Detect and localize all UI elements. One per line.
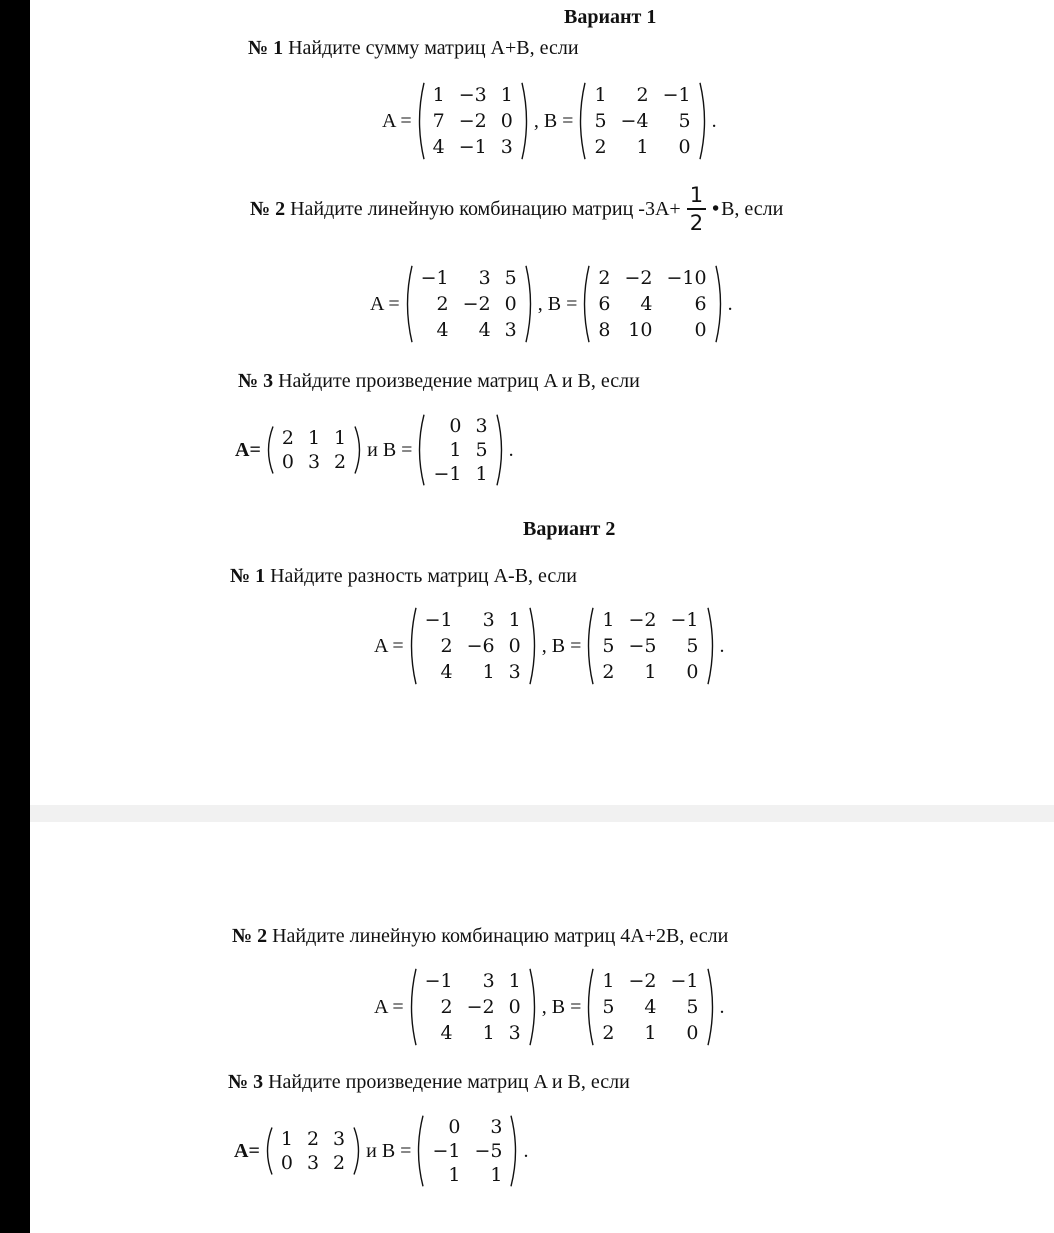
v2-task2-matrix-a <box>406 968 540 1046</box>
v2-task1-matrix-b <box>583 607 717 685</box>
right-paren <box>714 265 726 343</box>
matrix-cell: 1 <box>482 661 495 683</box>
end-period: . <box>719 634 725 657</box>
variant-2-title: Вариант 2 <box>523 518 616 540</box>
matrix-grid <box>418 607 528 685</box>
left-paren <box>575 82 587 160</box>
matrix-cell: 4 <box>644 996 657 1018</box>
matrix-cell: 5 <box>602 635 615 657</box>
matrix-row <box>595 633 705 659</box>
matrix-grid <box>418 968 528 1046</box>
matrix-cell: 5 <box>475 439 488 461</box>
right-paren <box>524 265 536 343</box>
matrix-grid <box>426 414 494 486</box>
matrix-cell: 0 <box>280 1152 293 1174</box>
matrix-cell: 1 <box>448 1164 461 1186</box>
matrix-cell: 2 <box>636 84 649 106</box>
left-paren <box>262 1127 274 1175</box>
matrix-cell: 1 <box>644 1022 657 1044</box>
matrix-row <box>591 265 713 291</box>
matrix-row <box>418 1020 528 1046</box>
matrix-cell: −2 <box>466 996 495 1018</box>
matrix-cell: 1 <box>602 970 615 992</box>
v2-task3-matrix-a <box>262 1127 364 1175</box>
matrix-cell: 1 <box>508 970 521 992</box>
left-paren <box>414 82 426 160</box>
right-paren <box>706 968 718 1046</box>
matrix-a-label: A= <box>234 1139 260 1162</box>
left-paren <box>583 607 595 685</box>
matrix-cell: 3 <box>482 609 495 631</box>
v2-task2-matrix-b <box>583 968 717 1046</box>
matrix-cell: 1 <box>307 427 321 449</box>
matrix-a-label: A = <box>374 634 404 657</box>
matrix-cell: −5 <box>474 1140 503 1162</box>
matrix-row <box>274 1151 352 1175</box>
matrix-grid <box>426 82 520 160</box>
matrix-grid <box>274 1127 352 1175</box>
matrix-cell: −1 <box>424 970 453 992</box>
matrix-b-label: и B = <box>366 1139 412 1162</box>
matrix-cell: 1 <box>602 609 615 631</box>
matrix-cell: 3 <box>478 267 491 289</box>
matrix-row <box>426 108 520 134</box>
v1-task2-matrix-b <box>579 265 725 343</box>
end-period: . <box>727 292 733 315</box>
v1-task2-matrix-a <box>402 265 536 343</box>
multiply-dot: • <box>712 197 720 220</box>
v1-task3-matrix-a <box>263 426 365 474</box>
matrix-cell: 4 <box>440 1022 453 1044</box>
matrix-cell: 1 <box>475 463 488 485</box>
worksheet-page-2 <box>30 822 1054 1233</box>
matrix-cell: 4 <box>432 136 445 158</box>
worksheet-page-1 <box>30 0 1054 805</box>
task-text: Найдите разность матриц A-B, если <box>270 565 577 587</box>
matrix-cell: 2 <box>281 427 294 449</box>
matrix-row <box>414 291 524 317</box>
matrix-cell: 3 <box>500 136 513 158</box>
v2-task1-matrices <box>374 607 725 685</box>
v2-task3-heading <box>228 1071 630 1094</box>
end-period: . <box>523 1139 529 1162</box>
matrix-cell: 1 <box>508 609 521 631</box>
matrix-cell: 0 <box>508 996 521 1018</box>
matrix-cell: 3 <box>508 661 521 683</box>
matrix-cell: 4 <box>440 661 453 683</box>
matrix-cell: 0 <box>686 1022 699 1044</box>
matrix-cell: 3 <box>307 451 321 473</box>
matrix-row <box>591 317 713 343</box>
matrix-cell: 2 <box>440 996 453 1018</box>
matrix-row <box>591 291 713 317</box>
matrix-row <box>595 607 705 633</box>
fraction-denominator: 2 <box>689 211 704 235</box>
matrix-cell: −1 <box>420 267 449 289</box>
matrix-cell: 4 <box>436 319 449 341</box>
v1-task2-matrices <box>370 265 733 343</box>
left-paren <box>583 968 595 1046</box>
matrix-cell: 5 <box>504 267 517 289</box>
matrix-row <box>418 607 528 633</box>
matrix-grid <box>414 265 524 343</box>
matrix-row <box>426 134 520 160</box>
end-period: . <box>711 109 717 132</box>
matrix-cell: −3 <box>458 84 487 106</box>
matrix-cell: −2 <box>628 970 657 992</box>
matrix-cell: −2 <box>462 293 491 315</box>
right-paren <box>352 1127 364 1175</box>
matrix-cell: 3 <box>306 1152 320 1174</box>
matrix-cell: 5 <box>602 996 615 1018</box>
v2-task3-matrix-b <box>413 1115 521 1187</box>
matrix-grid <box>595 968 705 1046</box>
matrix-b-label: , B = <box>537 292 578 315</box>
v1-task1-matrix-a <box>414 82 532 160</box>
matrix-cell: 4 <box>640 293 653 315</box>
matrix-cell: 0 <box>504 293 517 315</box>
matrix-row <box>426 438 494 462</box>
matrix-cell: 2 <box>306 1128 320 1150</box>
matrix-cell: −1 <box>662 84 691 106</box>
matrix-cell: 2 <box>334 451 347 473</box>
matrix-cell: −5 <box>628 635 657 657</box>
matrix-cell: 3 <box>482 970 495 992</box>
task-text: Найдите произведение матриц A и B, если <box>278 370 640 392</box>
matrix-row <box>418 994 528 1020</box>
matrix-cell: 3 <box>504 319 517 341</box>
task-number: № 2 <box>232 925 268 947</box>
matrix-cell: 1 <box>636 136 649 158</box>
matrix-a-label: A= <box>235 438 261 461</box>
right-paren <box>495 414 507 486</box>
matrix-cell: −4 <box>620 110 649 132</box>
right-paren <box>706 607 718 685</box>
task-number: № 3 <box>228 1071 264 1093</box>
task-text: Найдите линейную комбинацию матриц 4A+2B, если <box>272 925 729 947</box>
task-text: Найдите сумму матриц A+B, если <box>288 37 579 59</box>
matrix-cell: 4 <box>478 319 491 341</box>
task-text: Найдите линейную комбинацию матриц -3A+ <box>290 197 681 220</box>
matrix-cell: 7 <box>432 110 445 132</box>
matrix-cell: 0 <box>686 661 699 683</box>
matrix-cell: 0 <box>448 1116 461 1138</box>
matrix-cell: 0 <box>508 635 521 657</box>
matrix-row <box>426 82 520 108</box>
v1-task3-matrices <box>235 414 514 486</box>
matrix-row <box>426 414 494 438</box>
matrix-row <box>587 108 697 134</box>
matrix-row <box>587 134 697 160</box>
matrix-cell: 3 <box>508 1022 521 1044</box>
matrix-row <box>595 1020 705 1046</box>
task-text: Найдите произведение матриц A и B, если <box>268 1071 630 1093</box>
matrix-cell: 5 <box>686 996 699 1018</box>
matrix-cell: 10 <box>628 319 653 341</box>
matrix-row <box>418 633 528 659</box>
v2-task2-heading <box>232 925 728 948</box>
matrix-cell: 3 <box>333 1128 346 1150</box>
left-paren <box>402 265 414 343</box>
v2-task1-heading <box>230 565 577 588</box>
matrix-b-label: , B = <box>533 109 574 132</box>
left-paren <box>406 968 418 1046</box>
matrix-a-label: A = <box>374 995 404 1018</box>
matrix-cell: 1 <box>594 84 607 106</box>
matrix-cell: 2 <box>436 293 449 315</box>
task-text-after: B, если <box>721 197 784 220</box>
right-paren <box>520 82 532 160</box>
matrix-cell: 2 <box>333 1152 346 1174</box>
matrix-cell: −1 <box>670 609 699 631</box>
matrix-cell: 0 <box>281 451 294 473</box>
matrix-cell: 0 <box>694 319 707 341</box>
matrix-grid <box>587 82 697 160</box>
matrix-row <box>587 82 697 108</box>
matrix-cell: 2 <box>440 635 453 657</box>
matrix-row <box>425 1115 509 1139</box>
matrix-b-label: , B = <box>541 995 582 1018</box>
matrix-row <box>414 317 524 343</box>
matrix-cell: 1 <box>644 661 657 683</box>
left-paren <box>579 265 591 343</box>
matrix-row <box>275 426 353 450</box>
matrix-cell: 0 <box>449 415 462 437</box>
end-period: . <box>508 438 514 461</box>
left-paren <box>413 1115 425 1187</box>
v1-task3-heading <box>238 370 640 393</box>
matrix-cell: −2 <box>628 609 657 631</box>
matrix-cell: 2 <box>594 136 607 158</box>
matrix-row <box>418 968 528 994</box>
task-number: № 2 <box>250 197 286 220</box>
matrix-cell: 3 <box>475 415 488 437</box>
matrix-cell: 5 <box>686 635 699 657</box>
page-gap <box>30 805 1054 822</box>
v1-task2-heading <box>250 182 783 236</box>
matrix-cell: 1 <box>490 1164 503 1186</box>
v1-task3-matrix-b <box>414 414 506 486</box>
matrix-grid <box>591 265 713 343</box>
matrix-cell: −2 <box>624 267 653 289</box>
matrix-cell: −2 <box>458 110 487 132</box>
matrix-cell: 0 <box>500 110 513 132</box>
matrix-cell: −1 <box>670 970 699 992</box>
matrix-cell: 1 <box>334 427 347 449</box>
v1-task1-matrix-b <box>575 82 709 160</box>
matrix-row <box>595 968 705 994</box>
matrix-row <box>595 994 705 1020</box>
matrix-cell: 3 <box>490 1116 503 1138</box>
matrix-cell: 5 <box>678 110 691 132</box>
matrix-cell: 0 <box>678 136 691 158</box>
matrix-cell: 1 <box>500 84 513 106</box>
matrix-cell: −6 <box>466 635 495 657</box>
matrix-row <box>595 659 705 685</box>
matrix-grid <box>595 607 705 685</box>
matrix-grid <box>275 426 353 474</box>
v2-task1-matrix-a <box>406 607 540 685</box>
matrix-cell: 2 <box>602 661 615 683</box>
matrix-cell: 1 <box>432 84 445 106</box>
v1-task1-heading <box>248 37 579 60</box>
matrix-row <box>414 265 524 291</box>
matrix-a-label: A = <box>370 292 400 315</box>
matrix-cell: 5 <box>594 110 607 132</box>
right-paren <box>509 1115 521 1187</box>
matrix-row <box>426 462 494 486</box>
matrix-cell: −10 <box>666 267 707 289</box>
matrix-grid <box>425 1115 509 1187</box>
end-period: . <box>719 995 725 1018</box>
matrix-cell: 6 <box>694 293 707 315</box>
right-paren <box>528 968 540 1046</box>
matrix-cell: −1 <box>432 1140 461 1162</box>
matrix-row <box>425 1139 509 1163</box>
matrix-cell: 2 <box>598 267 611 289</box>
matrix-row <box>425 1163 509 1187</box>
fraction-one-half <box>687 182 706 236</box>
matrix-row <box>275 450 353 474</box>
matrix-row <box>418 659 528 685</box>
matrix-cell: 1 <box>482 1022 495 1044</box>
right-paren <box>698 82 710 160</box>
matrix-cell: −1 <box>458 136 487 158</box>
v2-task3-matrices <box>234 1115 528 1187</box>
matrix-cell: −1 <box>424 609 453 631</box>
matrix-cell: 1 <box>449 439 462 461</box>
matrix-cell: 8 <box>598 319 611 341</box>
matrix-cell: −1 <box>433 463 462 485</box>
matrix-b-label: и B = <box>367 438 413 461</box>
left-paren <box>263 426 275 474</box>
matrix-a-label: A = <box>382 109 412 132</box>
matrix-row <box>274 1127 352 1151</box>
right-paren <box>353 426 365 474</box>
v2-task2-matrices <box>374 968 725 1046</box>
variant-1-title: Вариант 1 <box>564 6 657 28</box>
matrix-cell: 1 <box>280 1128 293 1150</box>
task-number: № 1 <box>248 37 284 59</box>
matrix-b-label: , B = <box>541 634 582 657</box>
left-paren <box>414 414 426 486</box>
right-paren <box>528 607 540 685</box>
v1-task1-matrices <box>382 82 717 160</box>
left-paren <box>406 607 418 685</box>
matrix-cell: 2 <box>602 1022 615 1044</box>
task-number: № 3 <box>238 370 274 392</box>
matrix-cell: 6 <box>598 293 611 315</box>
fraction-numerator: 1 <box>687 182 706 210</box>
task-number: № 1 <box>230 565 266 587</box>
